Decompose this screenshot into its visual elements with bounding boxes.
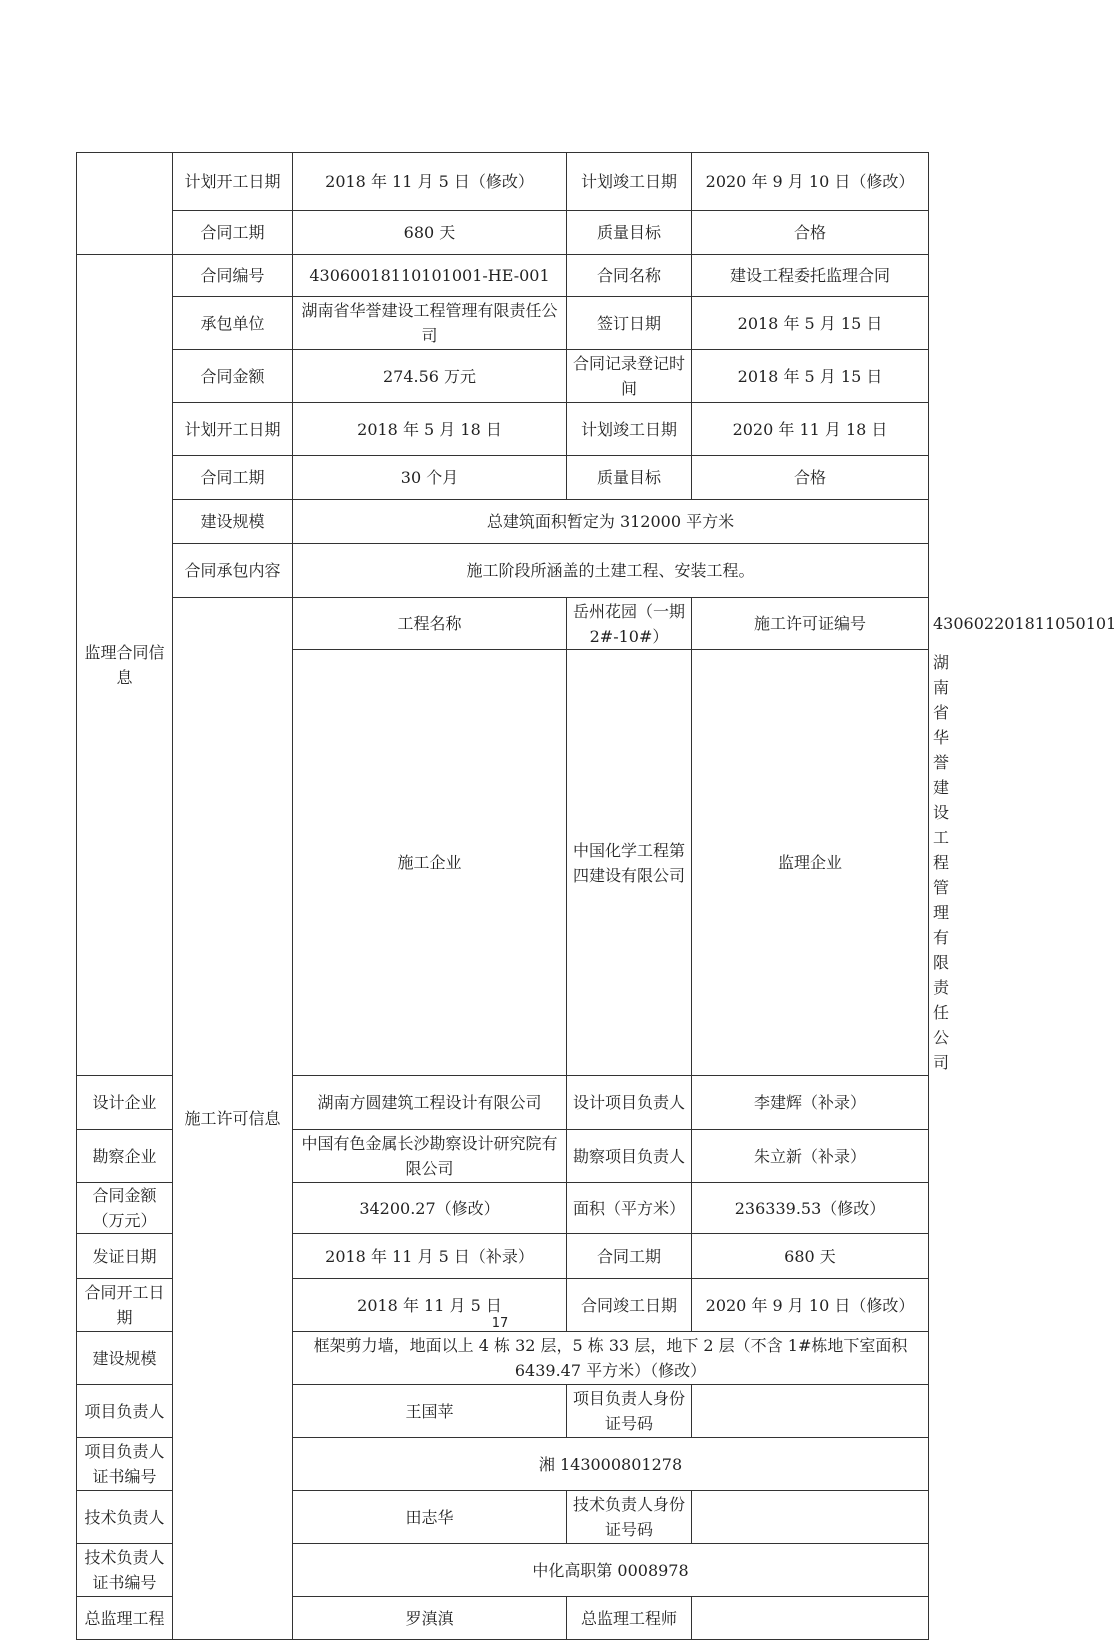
row-label: 总监理工程: [77, 1597, 173, 1640]
row-value: 中国有色金属长沙勘察设计研究院有限公司: [293, 1130, 567, 1183]
row-value: 30 个月: [293, 456, 567, 500]
row-label: 勘察项目负责人: [567, 1130, 692, 1183]
row-label: 面积（平方米）: [567, 1183, 692, 1234]
row-label: 合同编号: [173, 255, 293, 297]
row-label: 施工许可证编号: [692, 598, 929, 650]
section-supervision-contract: 监理合同信息: [77, 255, 173, 1076]
row-value-wide: 施工阶段所涵盖的土建工程、安装工程。: [293, 544, 929, 598]
row-value: 2018 年 11 月 5 日: [293, 1279, 567, 1332]
row-value: 2018 年 5 月 18 日: [293, 403, 567, 456]
row-value: 236339.53（修改）: [692, 1183, 929, 1234]
row-label: 合同名称: [567, 255, 692, 297]
row-value: 朱立新（补录）: [692, 1130, 929, 1183]
row-value: 田志华: [293, 1491, 567, 1544]
row-value: 湖南省华誉建设工程管理有限责任公司: [293, 297, 567, 350]
row-label: 工程名称: [293, 598, 567, 650]
row-value: 中国化学工程第四建设有限公司: [567, 650, 692, 1076]
row-value: 李建辉（补录）: [692, 1076, 929, 1130]
row-label: 签订日期: [567, 297, 692, 350]
row-value: 2020 年 9 月 10 日（修改）: [692, 1279, 929, 1332]
row-value: 2020 年 9 月 10 日（修改）: [692, 153, 929, 211]
row-label: 项目负责人证书编号: [77, 1438, 173, 1491]
row-label: 技术负责人证书编号: [77, 1544, 173, 1597]
row-value-empty: [692, 1597, 929, 1640]
row-value-wide: 中化高职第 0008978: [293, 1544, 929, 1597]
page-number: 17: [491, 1316, 509, 1331]
row-label: 计划竣工日期: [567, 153, 692, 211]
row-label: 技术负责人: [77, 1491, 173, 1544]
row-value: 2018 年 5 月 15 日: [692, 350, 929, 403]
row-value: 43060018110101001-HE-001: [293, 255, 567, 297]
row-value-wide: 湘 143000801278: [293, 1438, 929, 1491]
row-label: 项目负责人身份证号码: [567, 1385, 692, 1438]
row-label: 合同竣工日期: [567, 1279, 692, 1332]
row-value: 罗滇滇: [293, 1597, 567, 1640]
row-label: 合同承包内容: [173, 544, 293, 598]
row-value: 2018 年 5 月 15 日: [692, 297, 929, 350]
row-value-empty: [692, 1491, 929, 1544]
row-label: 技术负责人身份证号码: [567, 1491, 692, 1544]
row-value: 680 天: [293, 211, 567, 255]
row-value: 岳州花园（一期 2#-10#）: [567, 598, 692, 650]
row-label: 质量目标: [567, 456, 692, 500]
row-label: 施工企业: [293, 650, 567, 1076]
row-label: 承包单位: [173, 297, 293, 350]
project-info-table: 计划开工日期 2018 年 11 月 5 日（修改） 计划竣工日期 2020 年 9 月 10 日（修改） 合同工期 680 天 质量目标 合格 监理合同信息 合同编号 43060018110101001-HE-001 合同名称 建设工程委托监理合同 承包单位 湖南省华誉建设工程管理有限责任公司 签订日期 2018 年 5 月 15 日 合同金额 274.56 万元 合同记录登记时间 2018 年 5 月 15 日 计划开工日期 2018 年 5 月 18 日 计划竣工日期 2020 年 11 月 18 日 合同工期 30 个月 质量目标 合格 建设规模 总建筑面积暂定为 312000 平方米 合同承包内容 施工阶段所涵盖的土建工程、安装工程。 施工许可信息 工程名称 岳州花园（一期 2#-10#） 施工许可证编号 430602201811050101 施工企业 中国化学工程第四建设有限公司 监理企业 湖南省华誉建设工程管理有限责任公司 设计企业 湖南方圆建筑工程设计有限公司 设计项目负责人 李建辉（补录） 勘察企业 中国有色金属长沙勘察设计研究院有限公司 勘察项目负责人 朱立新（补录） 合同金额（万元） 34200.27（修改） 面积（平方米） 236339.53（修改） 发证日期 2018 年 11 月 5 日（补录） 合同工期 680 天 合同开工日期 2018 年 11 月 5 日 合同竣工日期 2020 年 9 月 10 日（修改） 建设规模 框架剪力墙，地面以上 4 栋 32 层，5 栋 33 层，地下 2 层（不含 1#栋地下室面积 6439.47 平方米）（修改） 项目负责人 王国苹 项目负责人身份证号码 项目负责人证书编号 湘 143000801278 技术负责人 田志华 技术负责人身份证号码 技术负责人证书编号 中化高职第 0008978 总监理工程 罗滇滇 总监理工程师: [76, 152, 929, 1640]
section-construction-permit: 施工许可信息: [173, 598, 293, 1640]
row-value-empty: [692, 1385, 929, 1438]
row-label: 合同工期: [173, 456, 293, 500]
row-label: 合同金额: [173, 350, 293, 403]
row-label: 设计企业: [77, 1076, 173, 1130]
row-label: 设计项目负责人: [567, 1076, 692, 1130]
row-value-wide: 总建筑面积暂定为 312000 平方米: [293, 500, 929, 544]
row-value: 680 天: [692, 1234, 929, 1279]
row-label: 合同金额（万元）: [77, 1183, 173, 1234]
section-cell-empty: [77, 153, 173, 255]
row-label: 建设规模: [173, 500, 293, 544]
row-value: 274.56 万元: [293, 350, 567, 403]
row-label: 计划竣工日期: [567, 403, 692, 456]
row-label: 计划开工日期: [173, 153, 293, 211]
row-label: 合同工期: [173, 211, 293, 255]
row-label: 项目负责人: [77, 1385, 173, 1438]
row-value: 34200.27（修改）: [293, 1183, 567, 1234]
row-value: 合格: [692, 211, 929, 255]
row-value: 王国苹: [293, 1385, 567, 1438]
row-label: 总监理工程师: [567, 1597, 692, 1640]
row-label: 勘察企业: [77, 1130, 173, 1183]
row-label: 合同记录登记时间: [567, 350, 692, 403]
row-value: 湖南方圆建筑工程设计有限公司: [293, 1076, 567, 1130]
row-label: 合同开工日期: [77, 1279, 173, 1332]
row-label: 建设规模: [77, 1332, 173, 1385]
row-label: 质量目标: [567, 211, 692, 255]
row-value: 合格: [692, 456, 929, 500]
row-label: 计划开工日期: [173, 403, 293, 456]
row-value: 建设工程委托监理合同: [692, 255, 929, 297]
row-label: 合同工期: [567, 1234, 692, 1279]
row-value: 2018 年 11 月 5 日（补录）: [293, 1234, 567, 1279]
row-value-wide: 框架剪力墙，地面以上 4 栋 32 层，5 栋 33 层，地下 2 层（不含 1#栋地下室面积 6439.47 平方米）（修改）: [293, 1332, 929, 1385]
row-value: 2020 年 11 月 18 日: [692, 403, 929, 456]
row-label: 监理企业: [692, 650, 929, 1076]
row-label: 发证日期: [77, 1234, 173, 1279]
row-value: 2018 年 11 月 5 日（修改）: [293, 153, 567, 211]
